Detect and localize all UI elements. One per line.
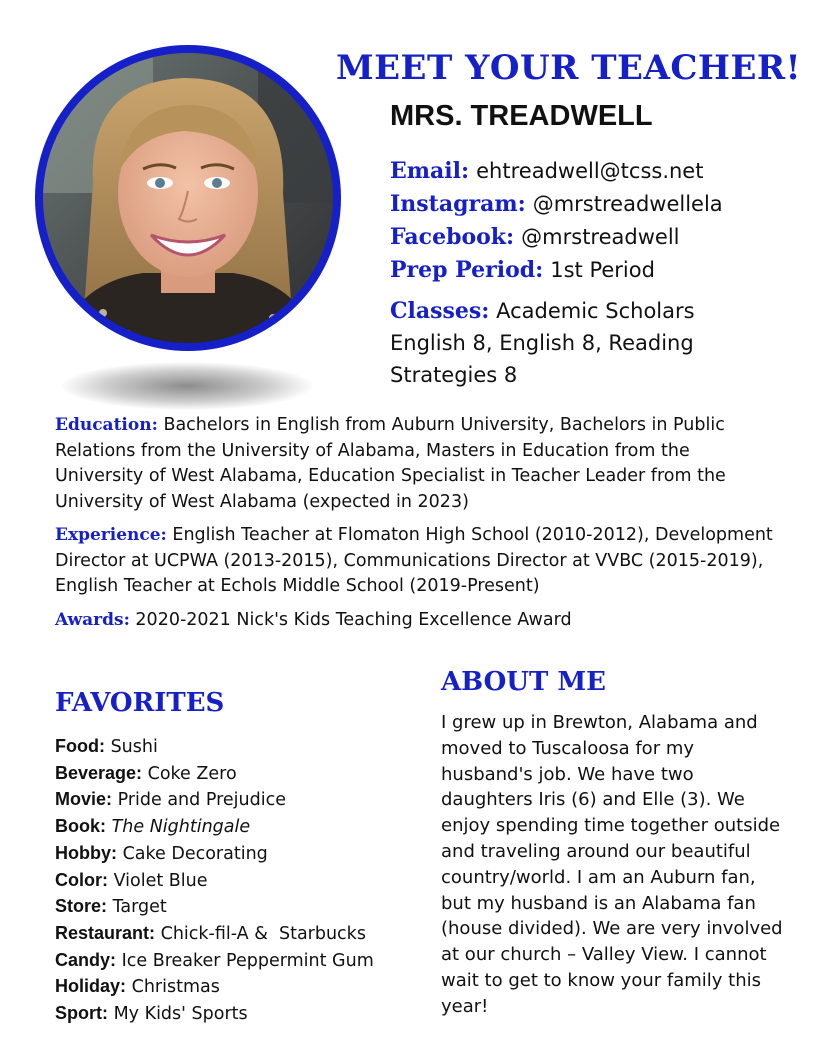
favorite-restaurant: [55, 921, 435, 948]
photo-shadow: [62, 362, 312, 410]
contact-section: [390, 155, 810, 391]
favorite-sport: [55, 1001, 435, 1028]
favorite-value: Target: [112, 897, 167, 918]
classes-block: [390, 295, 760, 391]
favorite-label: Candy:: [55, 949, 117, 970]
awards-label: Awards:: [55, 609, 130, 630]
prep-period-label: Prep Period:: [390, 257, 544, 283]
teacher-portrait-image: [33, 43, 343, 353]
favorite-label: Sport:: [55, 1003, 108, 1024]
favorite-movie: [55, 787, 435, 814]
classes-label: Classes:: [390, 298, 490, 324]
education-label: Education:: [55, 415, 158, 435]
education-paragraph: [55, 413, 775, 515]
favorite-value: Pride and Prejudice: [117, 790, 286, 811]
awards-value: 2020-2021 Nick's Kids Teaching Excellence Award: [135, 609, 572, 630]
favorite-value: The Nightingale: [111, 817, 251, 838]
teacher-photo: [33, 43, 343, 353]
favorite-value: Ice Breaker Peppermint Gum: [121, 950, 374, 971]
favorite-value: Christmas: [131, 977, 220, 998]
favorite-value: Chick-fil-A & Starbucks: [160, 923, 366, 944]
classes-value: Academic Scholars English 8, English 8, Reading Strategies 8: [390, 299, 695, 387]
experience-paragraph: [55, 523, 775, 600]
favorites-heading: FAVORITES: [55, 688, 225, 718]
awards-paragraph: [55, 608, 775, 634]
favorite-beverage: [55, 761, 435, 788]
favorite-value: My Kids' Sports: [113, 1004, 248, 1025]
email-line: [390, 155, 810, 188]
experience-label: Experience:: [55, 525, 167, 545]
favorites-list: [55, 734, 435, 1028]
favorite-label: Color:: [55, 869, 108, 890]
teacher-name: MRS. TREADWELL: [390, 100, 653, 132]
email-value: ehtreadwell@tcss.net: [476, 159, 704, 183]
favorite-store: [55, 894, 435, 921]
favorite-value: Coke Zero: [147, 763, 237, 784]
education-value: Bachelors in English from Auburn University, Bachelors in Public Relations from the University of Alabama, Masters in Education from the University of West Alabama, Education Specialist in Teacher Leader from the University of West Alabama (expected in 2023): [55, 415, 726, 512]
about-me-text: I grew up in Brewton, Alabama and moved to Tuscaloosa for my husband's job. We have two daughters Iris (6) and Elle (3). We enjoy spending time together outside and traveling around our beautiful country/world. I am an Auburn fan, but my husband is an Alabama fan (house divided). We are very involved at our church – Valley View. I cannot wait to get to know your family this year!: [441, 712, 783, 1017]
about-me-heading: ABOUT ME: [441, 667, 606, 697]
facebook-line: [390, 221, 810, 254]
favorite-label: Restaurant:: [55, 922, 156, 943]
email-label: Email:: [390, 158, 470, 184]
favorite-value: Cake Decorating: [122, 843, 268, 864]
favorite-label: Beverage:: [55, 762, 143, 783]
favorite-book: [55, 814, 435, 841]
favorite-value: Sushi: [110, 737, 158, 757]
instagram-line: [390, 188, 810, 221]
facebook-label: Facebook:: [390, 224, 515, 250]
favorite-value: Violet Blue: [113, 870, 208, 891]
favorite-label: Holiday:: [55, 976, 127, 997]
favorite-holiday: [55, 974, 435, 1001]
instagram-value: @mrstreadwellela: [532, 192, 723, 216]
facebook-value: @mrstreadwell: [521, 225, 680, 249]
bio-section: [55, 413, 775, 641]
prep-period-value: 1st Period: [550, 258, 655, 282]
prep-period-line: [390, 254, 810, 287]
favorite-color: [55, 868, 435, 895]
experience-value: English Teacher at Flomaton High School (2010-2012), Development Director at UCPWA (2013-2015), Communications Director at VVBC (2015-2019), English Teacher at Echols Middle School (2019-Present): [55, 525, 773, 596]
favorite-food: [55, 734, 435, 761]
page-title: MEET YOUR TEACHER!: [336, 48, 802, 88]
favorite-label: Store:: [55, 896, 108, 917]
instagram-label: Instagram:: [390, 191, 526, 217]
favorite-candy: [55, 948, 435, 975]
favorite-label: Book:: [55, 816, 106, 837]
favorite-label: Movie:: [55, 789, 113, 810]
favorite-hobby: [55, 841, 435, 868]
favorite-label: Food:: [55, 736, 105, 756]
favorite-label: Hobby:: [55, 842, 117, 863]
